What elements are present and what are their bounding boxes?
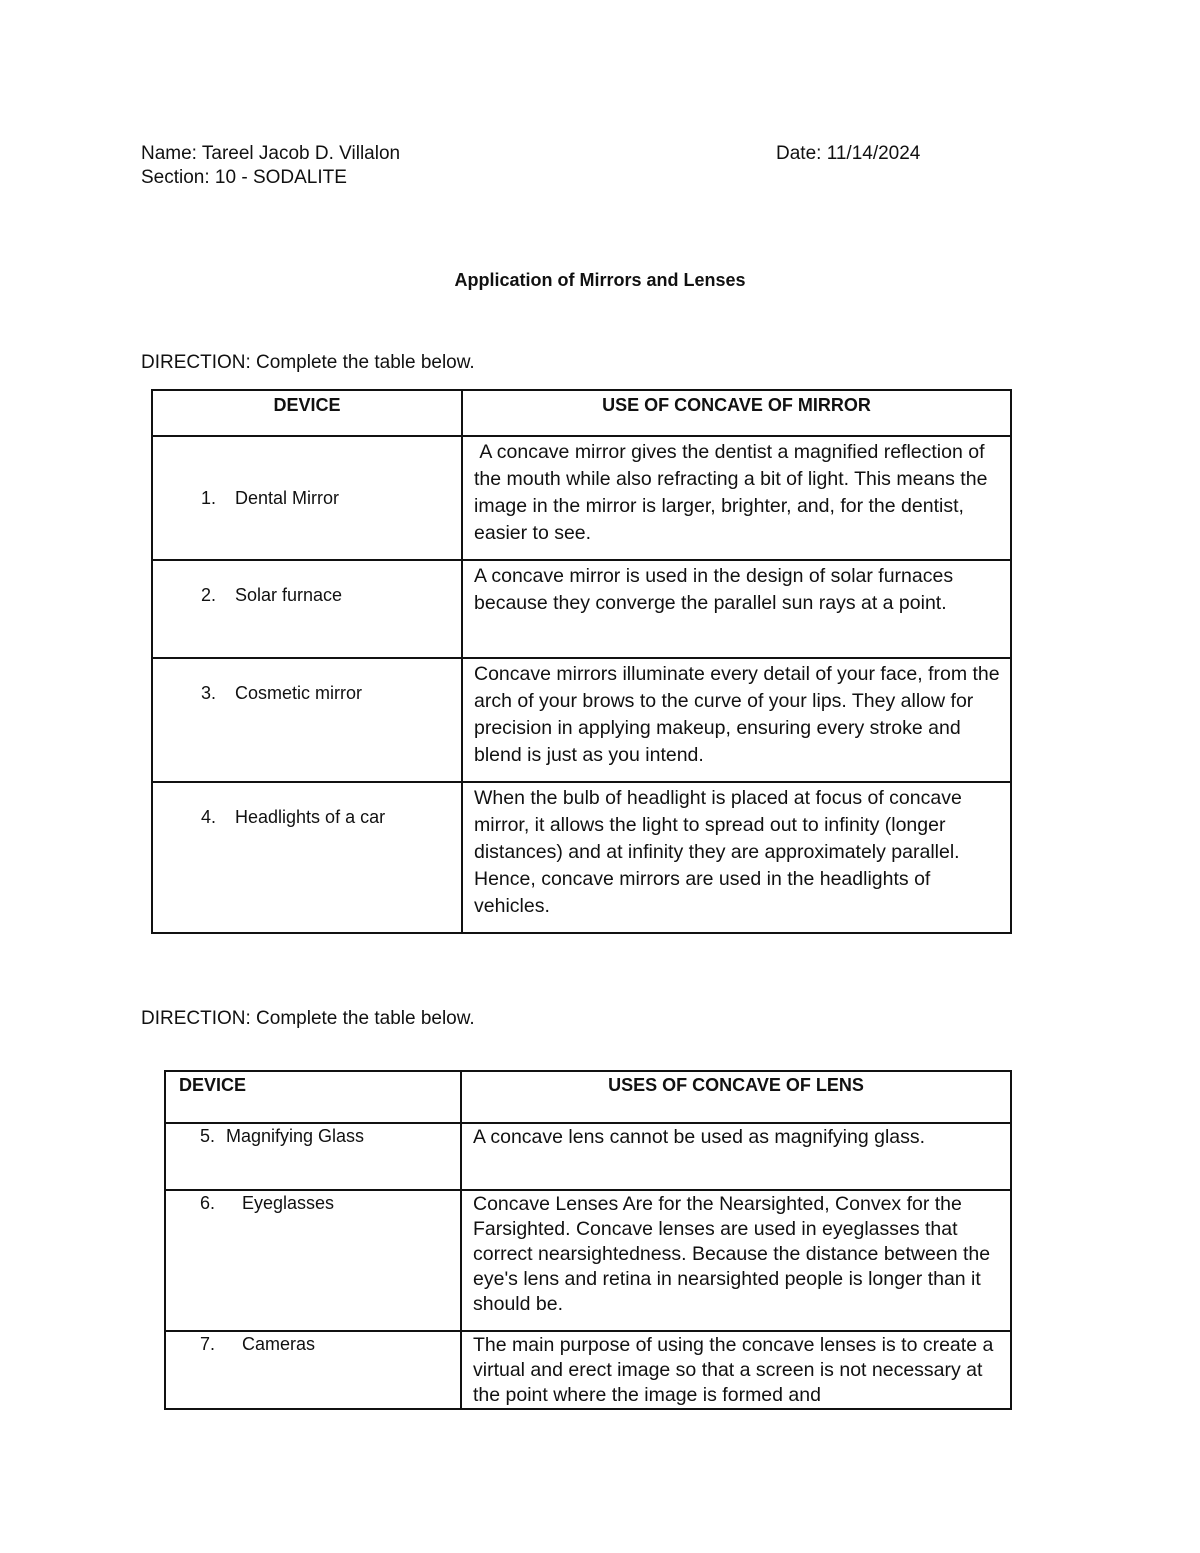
device-name: Dental Mirror: [235, 487, 340, 508]
use-cell: Concave Lenses Are for the Nearsighted, Convex for the Farsighted. Concave lenses are used in eyeglasses that correct nearsightedness. Because the distance between the eye's lens and retina in nearsighted people is longer than it should be.: [461, 1190, 1011, 1331]
use-cell: A concave lens cannot be used as magnifying glass.: [461, 1123, 1011, 1190]
device-cell: [165, 1123, 461, 1190]
table-row: [165, 1190, 1011, 1331]
device-cell: [152, 560, 462, 658]
mirror-table: [151, 389, 1012, 934]
row-number: 3.: [201, 683, 217, 703]
row-number: 7.: [200, 1334, 216, 1354]
table-row: [165, 1331, 1011, 1409]
table-row: [165, 1123, 1011, 1190]
column-header-use: USES OF CONCAVE OF LENS: [461, 1071, 1011, 1123]
use-cell: A concave mirror is used in the design of solar furnaces because they converge the parallel sun rays at a point.: [462, 560, 1011, 658]
device-name: Eyeglasses: [242, 1193, 335, 1213]
use-cell: When the bulb of headlight is placed at focus of concave mirror, it allows the light to spread out to infinity (longer distances) and at infinity they are approximately parallel. Hence, concave mirrors are used in the headlights of vehicles.: [462, 782, 1011, 933]
student-name: Name: Tareel Jacob D. Villalon: [141, 143, 401, 164]
device-name: Headlights of a car: [235, 807, 386, 827]
table-row: [152, 560, 1011, 658]
use-cell: A concave mirror gives the dentist a magnified reflection of the mouth while also refracting a bit of light. This means the image in the mirror is larger, brighter, and, for the dentist, easier to see.: [462, 436, 1011, 560]
submission-date: Date: 11/14/2024: [776, 143, 921, 164]
table-row: [152, 782, 1011, 933]
table-row: [152, 436, 1011, 560]
direction-mirrors: DIRECTION: Complete the table below.: [141, 352, 475, 373]
page-title: Application of Mirrors and Lenses: [454, 270, 746, 290]
student-section: Section: 10 - SODALITE: [141, 167, 347, 188]
table-header-row: [152, 390, 1011, 436]
use-text-clipped: The main purpose of using the concave lenses is to create a virtual and erect image so that a screen is not necessary at the point where the image is formed and: [473, 1334, 994, 1406]
use-cell: Concave mirrors illuminate every detail of your face, from the arch of your brows to the curve of your lips. They allow for precision in applying makeup, ensuring every stroke and blend is just as you intend.: [462, 658, 1011, 782]
table-row: [152, 658, 1011, 782]
device-cell: [165, 1331, 461, 1409]
lens-table: [164, 1070, 1012, 1410]
row-number: 4.: [201, 807, 217, 827]
table-header-row: [165, 1071, 1011, 1123]
device-name: Cameras: [242, 1334, 316, 1354]
direction-lenses: DIRECTION: Complete the table below.: [141, 1008, 475, 1029]
device-name: Cosmetic mirror: [235, 683, 363, 703]
column-header-device: DEVICE: [165, 1071, 461, 1123]
device-cell: [152, 782, 462, 933]
use-cell: [461, 1331, 1011, 1409]
row-number: 2.: [201, 585, 217, 605]
device-name: Solar furnace: [235, 585, 343, 605]
row-number: 5.: [200, 1126, 216, 1146]
column-header-use: USE OF CONCAVE OF MIRROR: [462, 390, 1011, 436]
device-name: Magnifying Glass: [226, 1126, 365, 1146]
row-number: 6.: [200, 1193, 216, 1213]
device-cell: [152, 436, 462, 560]
column-header-device: DEVICE: [152, 390, 462, 436]
device-cell: [165, 1190, 461, 1331]
row-number: 1.: [201, 487, 217, 508]
device-cell: [152, 658, 462, 782]
